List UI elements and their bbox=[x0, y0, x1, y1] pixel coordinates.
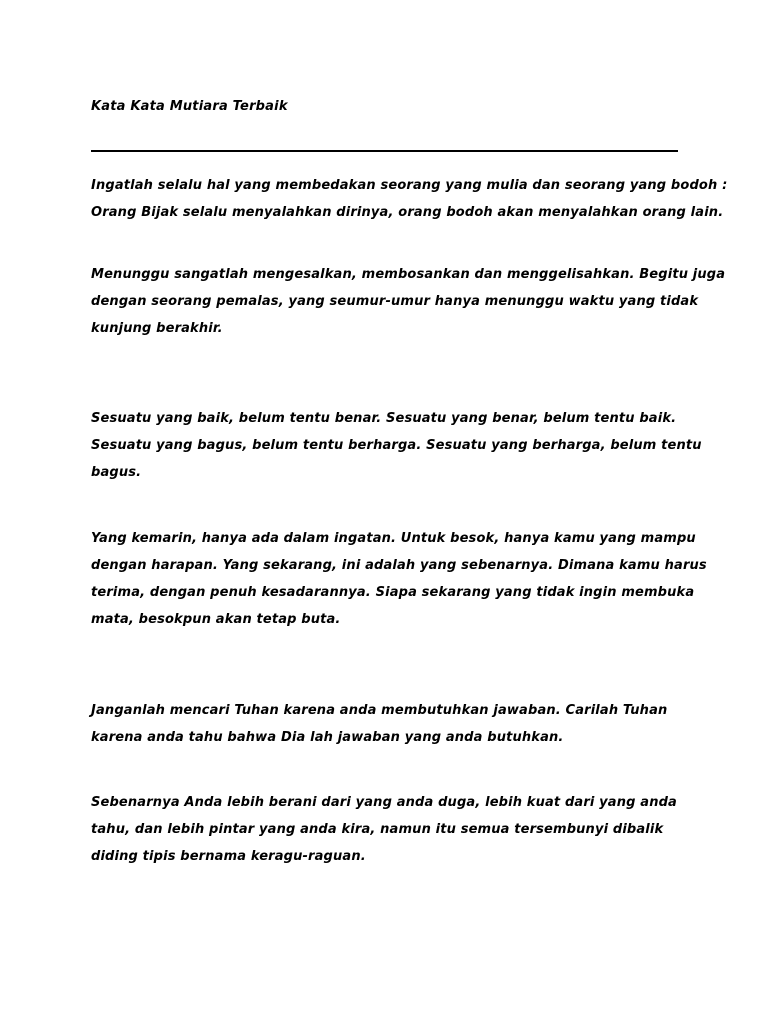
quote-paragraph bbox=[91, 172, 728, 226]
text-line: Sebenarnya Anda lebih berani dari yang anda duga, lebih kuat dari yang anda bbox=[91, 795, 677, 810]
quote-paragraph bbox=[91, 525, 707, 633]
text-line: Janganlah mencari Tuhan karena anda membutuhkan jawaban. Carilah Tuhan bbox=[91, 703, 668, 718]
text-line: Sesuatu yang baik, belum tentu benar. Sesuatu yang benar, belum tentu baik. bbox=[91, 411, 677, 426]
document-title: Kata Kata Mutiara Terbaik bbox=[91, 99, 288, 114]
text-line: dengan harapan. Yang sekarang, ini adalah yang sebenarnya. Dimana kamu harus bbox=[91, 558, 707, 573]
quote-paragraph bbox=[91, 261, 726, 342]
text-line: mata, besokpun akan tetap buta. bbox=[91, 612, 341, 627]
text-line: Orang Bijak selalu menyalahkan dirinya, orang bodoh akan menyalahkan orang lain. bbox=[91, 205, 724, 220]
quote-paragraph bbox=[91, 789, 681, 870]
text-line: karena anda tahu bahwa Dia lah jawaban yang anda butuhkan. bbox=[91, 730, 564, 745]
quote-paragraph bbox=[91, 697, 681, 751]
text-line: dengan seorang pemalas, yang seumur-umur hanya menunggu waktu yang tidak bbox=[91, 294, 699, 309]
text-line: Yang kemarin, hanya ada dalam ingatan. Untuk besok, hanya kamu yang mampu bbox=[91, 531, 696, 546]
text-line: Sesuatu yang bagus, belum tentu berharga. Sesuatu yang berharga, belum tentu bbox=[91, 438, 702, 453]
text-line: Ingatlah selalu hal yang membedakan seorang yang mulia dan seorang yang bodoh : bbox=[91, 178, 728, 193]
text-line: terima, dengan penuh kesadarannya. Siapa sekarang yang tidak ingin membuka bbox=[91, 585, 695, 600]
text-line: tahu, dan lebih pintar yang anda kira, namun itu semua tersembunyi dibalik bbox=[91, 822, 664, 837]
text-line: bagus. bbox=[91, 465, 142, 480]
text-line: diding tipis bernama keragu-raguan. bbox=[91, 849, 366, 864]
title-divider bbox=[91, 150, 678, 152]
quote-paragraph bbox=[91, 405, 702, 486]
text-line: kunjung berakhir. bbox=[91, 321, 223, 336]
text-line: Menunggu sangatlah mengesalkan, membosankan dan menggelisahkan. Begitu juga bbox=[91, 267, 726, 282]
